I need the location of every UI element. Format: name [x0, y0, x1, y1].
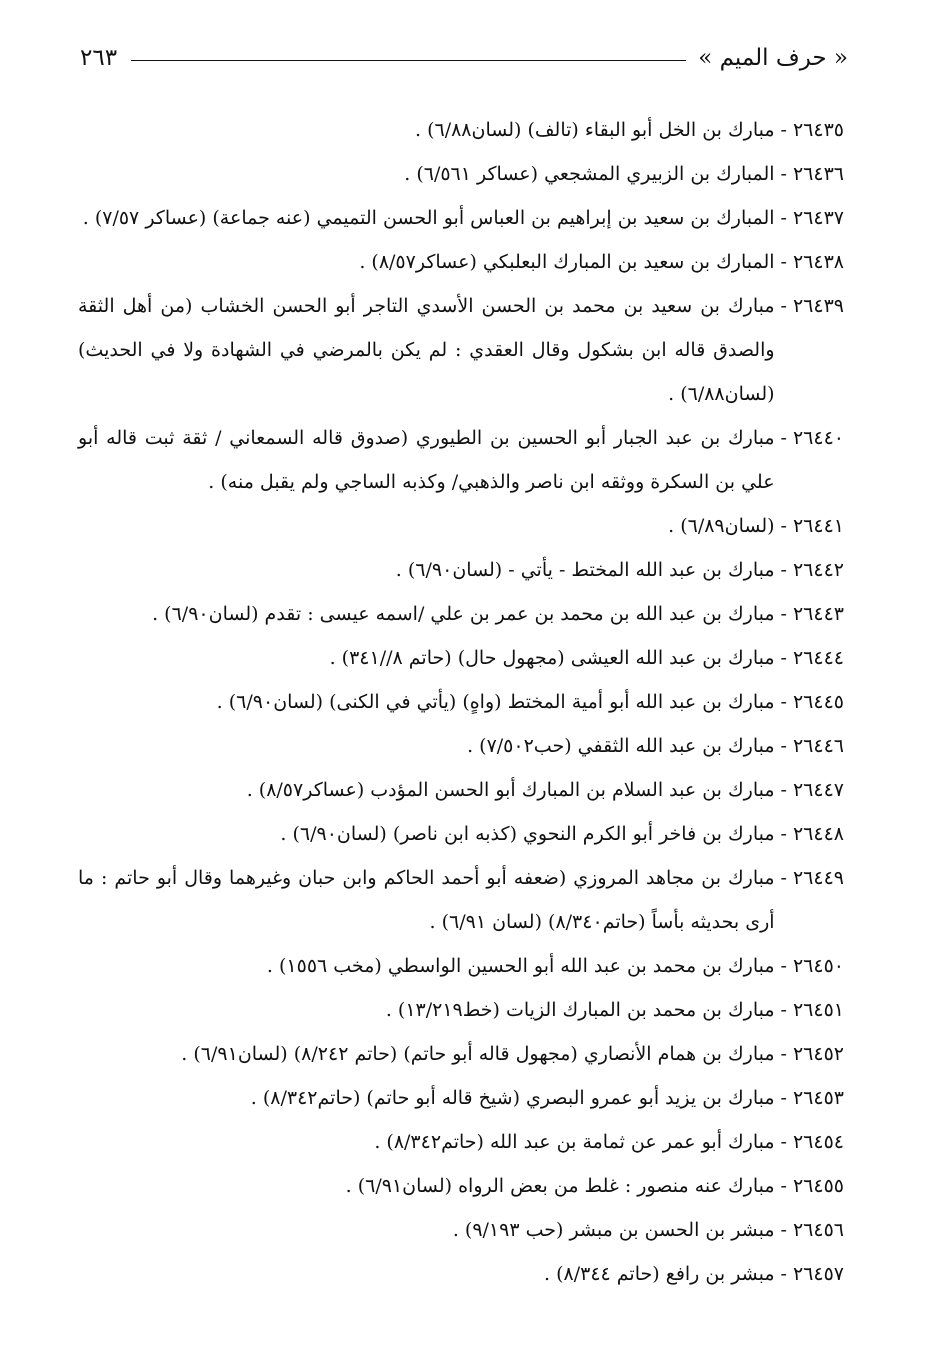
entry-text: (لسان٦/٨٩) . [668, 515, 775, 537]
entry-text: مبارك أبو عمر عن ثمامة بن عبد الله (حاتم٨/٣٤٢) . [374, 1131, 775, 1153]
entry-row [78, 856, 844, 944]
entry-dash: - [780, 691, 787, 713]
entry-dash: - [780, 603, 787, 625]
entry-text: مبارك بن سعيد بن محمد بن الحسن الأسدي التاجر أبو الحسن الخشاب (من أهل الثقة والصدق قاله ابن بشكول وقال العقدي : لم يكن بالمرضي في الشهادة ولا في الحديث) (لسان٦/٨٨) . [78, 295, 775, 405]
entry-text: المبارك بن سعيد بن المبارك البعلبكي (عساكر٨/٥٧) . [359, 251, 775, 273]
entry-row [78, 1120, 844, 1164]
entry-number: ٢٦٤٤٥ [792, 691, 844, 713]
entry-text: المبارك بن الزبيري المشجعي (عساكر ٦/٥٦١) . [404, 163, 775, 185]
entry-dash: - [780, 559, 787, 581]
entry-row [78, 416, 844, 504]
entry-number: ٢٦٤٣٥ [792, 119, 844, 141]
entry-text: مبارك عنه منصور : غلط من بعض الرواه (لسان٦/٩١) . [345, 1175, 775, 1197]
entry-row [78, 724, 844, 768]
entry-number: ٢٦٤٥٧ [792, 1263, 844, 1285]
entry-dash: - [780, 119, 787, 141]
entry-text: مبارك بن عبد الله المختط - يأتي - (لسان٦/٩٠) . [395, 559, 775, 581]
entry-row [78, 812, 844, 856]
chapter-title: « حرف الميم » [698, 45, 848, 71]
entry-number: ٢٦٤٤١ [792, 515, 844, 537]
entry-row [78, 548, 844, 592]
entry-text: مبارك بن عبد الله الثقفي (حب٧/٥٠٢) . [467, 735, 775, 757]
entry-number: ٢٦٤٣٦ [792, 163, 844, 185]
entry-number: ٢٦٤٥٦ [792, 1219, 844, 1241]
entry-row [78, 944, 844, 988]
entry-row [78, 240, 844, 284]
entry-text: مبشر بن الحسن بن مبشر (حب ٩/١٩٣) . [452, 1219, 775, 1241]
entry-dash: - [780, 427, 787, 449]
entry-number: ٢٦٤٥٢ [792, 1043, 844, 1065]
entry-row [78, 1164, 844, 1208]
entry-row [78, 592, 844, 636]
entry-number: ٢٦٤٤٠ [792, 427, 844, 449]
entry-number: ٢٦٤٣٩ [792, 295, 844, 317]
entry-number: ٢٦٤٣٧ [792, 207, 844, 229]
entry-text: مبارك بن همام الأنصاري (مجهول قاله أبو حاتم) (حاتم ٨/٢٤٢) (لسان٦/٩١) . [181, 1043, 775, 1065]
entry-text: مبارك بن عبد الله بن محمد بن عمر بن علي /اسمه عيسى : تقدم (لسان٦/٩٠) . [152, 603, 775, 625]
entry-dash: - [780, 955, 787, 977]
entry-text: مبارك بن فاخر أبو الكرم النحوي (كذبه ابن ناصر) (لسان٦/٩٠) . [280, 823, 775, 845]
entry-number: ٢٦٤٤٨ [792, 823, 844, 845]
entry-dash: - [780, 867, 787, 889]
entry-dash: - [780, 1131, 787, 1153]
entry-text: مبارك بن عبد الله العيشى (مجهول حال) (حاتم ٨//٣٤١) . [329, 647, 775, 669]
header-rule [131, 60, 686, 61]
entry-text: مبارك بن محمد بن المبارك الزيات (خط١٣/٢١٩) . [385, 999, 775, 1021]
entry-text: مبارك بن محمد بن عبد الله أبو الحسين الواسطي (مخب ١٥٥٦) . [266, 955, 775, 977]
entry-row [78, 152, 844, 196]
entry-row [78, 636, 844, 680]
entry-row [78, 1252, 844, 1296]
entry-row [78, 1076, 844, 1120]
entry-dash: - [780, 1263, 787, 1285]
entry-number: ٢٦٤٥٤ [792, 1131, 844, 1153]
entry-list [78, 108, 844, 1296]
entry-row [78, 504, 844, 548]
entry-text: مبارك بن عبد الجبار أبو الحسين بن الطيوري (صدوق قاله السمعاني / ثقة ثبت قاله أبو علي بن السكرة ووثقه ابن ناصر والذهبي/ وكذبه الساجي ولم يقبل منه) . [78, 427, 775, 493]
entry-number: ٢٦٤٣٨ [792, 251, 844, 273]
entry-number: ٢٦٤٥١ [792, 999, 844, 1021]
entry-text: مبارك بن مجاهد المروزي (ضعفه أبو أحمد الحاكم وابن حبان وغيرهما وقال أبو حاتم : ما أرى بحديثه بأساً (حاتم٨/٣٤٠) (لسان ٦/٩١) . [78, 867, 775, 933]
page-number: ٢٦٣ [80, 45, 118, 71]
entry-dash: - [780, 295, 787, 317]
entry-dash: - [780, 163, 787, 185]
entry-number: ٢٦٤٤٩ [792, 867, 844, 889]
entry-dash: - [780, 1043, 787, 1065]
entry-row [78, 988, 844, 1032]
entry-dash: - [780, 779, 787, 801]
entry-dash: - [780, 515, 787, 537]
entry-row [78, 768, 844, 812]
entry-dash: - [780, 735, 787, 757]
entry-dash: - [780, 647, 787, 669]
entry-number: ٢٦٤٤٤ [792, 647, 844, 669]
entry-row [78, 284, 844, 416]
entry-row [78, 1032, 844, 1076]
entry-text: مبشر بن رافع (حاتم ٨/٣٤٤) . [544, 1263, 775, 1285]
entry-number: ٢٦٤٥٥ [792, 1175, 844, 1197]
entry-number: ٢٦٤٥٠ [792, 955, 844, 977]
entry-text: المبارك بن سعيد بن إبراهيم بن العباس أبو الحسن التميمي (عنه جماعة) (عساكر ٧/٥٧) . [82, 207, 775, 229]
entry-text: مبارك بن يزيد أبو عمرو البصري (شيخ قاله أبو حاتم) (حاتم٨/٣٤٢) . [250, 1087, 775, 1109]
entry-dash: - [780, 999, 787, 1021]
entry-dash: - [780, 1175, 787, 1197]
entry-dash: - [780, 1087, 787, 1109]
entry-row [78, 680, 844, 724]
entry-text: مبارك بن الخل أبو البقاء (تالف) (لسان٦/٨٨) . [414, 119, 775, 141]
entry-text: مبارك بن عبد الله أبو أمية المختط (واهٍ) (يأتي في الكنى) (لسان٦/٩٠) . [216, 691, 775, 713]
entry-row [78, 108, 844, 152]
entry-dash: - [780, 1219, 787, 1241]
entry-number: ٢٦٤٤٢ [792, 559, 844, 581]
entry-dash: - [780, 251, 787, 273]
entry-number: ٢٦٤٥٣ [792, 1087, 844, 1109]
entry-number: ٢٦٤٤٧ [792, 779, 844, 801]
entry-dash: - [780, 207, 787, 229]
entry-row [78, 1208, 844, 1252]
entry-number: ٢٦٤٤٦ [792, 735, 844, 757]
entry-row [78, 196, 844, 240]
entry-text: مبارك بن عبد السلام بن المبارك أبو الحسن المؤدب (عساكر٨/٥٧) . [246, 779, 775, 801]
entry-number: ٢٦٤٤٣ [792, 603, 844, 625]
entry-dash: - [780, 823, 787, 845]
page-header [80, 38, 848, 78]
